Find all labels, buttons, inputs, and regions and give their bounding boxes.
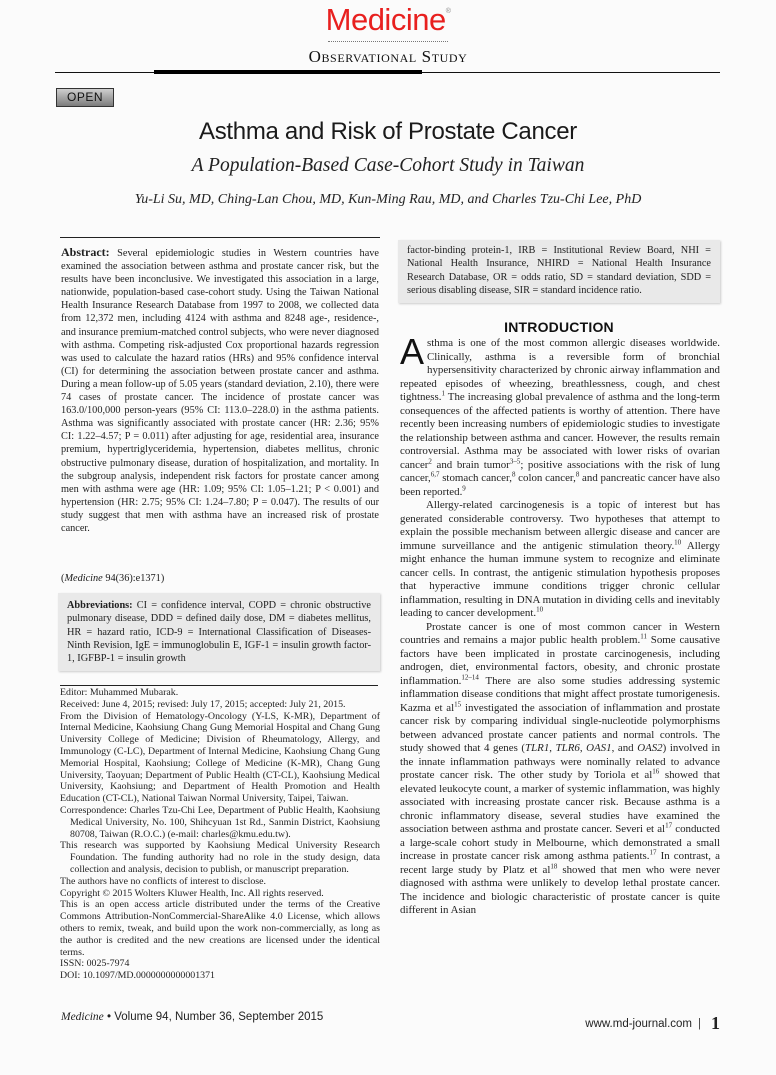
abbreviations-box-continued	[398, 240, 720, 303]
journal-logo	[0, 2, 776, 38]
doi: DOI: 10.1097/MD.0000000000001371	[60, 970, 215, 982]
issn: ISSN: 0025-7974	[60, 958, 130, 970]
editor-note: Editor: Muhammed Mubarak.	[60, 687, 179, 698]
reference-link[interactable]: 17	[665, 821, 673, 830]
abstract-top-rule	[60, 237, 380, 238]
gene-name: TLR1	[525, 742, 550, 754]
introduction-body	[400, 331, 721, 918]
header-rule-thick	[154, 70, 422, 74]
correspondence: Correspondence: Charles Tzu-Chi Lee, Department of Public Health, Kaohsiung Medical University, No. 100, Shihcyuan 1st Rd., Sanmin District, Kaohsiung 80708, Taiwan (R.O.C.) (e-mail: charles@kmu.edu.tw).	[60, 804, 380, 840]
logo-dotted-rule	[328, 41, 448, 42]
gene-name: OAS1	[586, 742, 612, 754]
funding-statement: This research was supported by Kaohsiung Medical University Research Foundation. The funding authority had no role in the study design, data collection and analysis, decision to publish, or manuscript preparation.	[60, 840, 380, 875]
abstract	[61, 246, 379, 535]
page-number: 1	[711, 1013, 720, 1033]
section-label: Observational Study	[308, 47, 468, 66]
reference-link[interactable]: 8	[575, 470, 580, 479]
article-title: Asthma and Risk of Prostate Cancer	[199, 118, 577, 145]
footer-issue: Volume 94, Number 36, September 2015	[114, 1011, 324, 1023]
reference-link[interactable]: 18	[550, 861, 558, 870]
footer-issue-info	[61, 1011, 323, 1023]
footer-separator: |	[698, 1018, 701, 1030]
reference-link[interactable]: 17	[649, 848, 657, 857]
copyright: Copyright © 2015 Wolters Kluwer Health, Inc. All rights reserved.	[60, 887, 324, 899]
footer-site-info	[560, 1011, 720, 1032]
gene-name: TLR6	[555, 742, 580, 754]
reference-link[interactable]: 1	[441, 389, 445, 398]
reference-link[interactable]: 6,7	[430, 470, 440, 479]
article-authors: Yu-Li Su, MD, Ching-Lan Chou, MD, Kun-Ming Rau, MD, and Charles Tzu-Chi Lee, PhD	[134, 192, 642, 207]
license-statement: This is an open access article distributed under the terms of the Creative Commons Attribution-NonCommercial-ShareAlike 4.0 License, which allows others to remix, tweak, and build upon the work non-commercially, as long as the author is credited and the new creations are licensed under the identical terms.	[60, 899, 380, 958]
reference-link[interactable]: 16	[652, 767, 660, 776]
intro-paragraph-1: Asthma is one of the most common allergic diseases worldwide. Clinically, asthma is a reversible form of bronchial hypersensitivity characterized by chronic airway inflammation and repeated episodes of wheezing, breathlessness, cough, and chest tightness.$^1$ The increasing global prevalence of asthma and the long-term consequences of the affected patients is worthy of attention. There have recently been increasing numbers of epidemiologic studies to investigate the relationship between asthma and cancer. However, the results remain controversial. Asthma may be associated with lower risks of ovarian cancer$^2$ and brain tumor$^{3-5}$; positive associations with the risk of lung cancer,$^{6,7}$ stomach cancer,$^8$ colon cancer,$^8$ and pancreatic cancer have also been reported.$^9$	[400, 331, 720, 498]
drop-cap: A	[400, 331, 425, 372]
open-access-badge: OPEN	[56, 88, 114, 107]
journal-name: Medicine	[325, 2, 446, 37]
abbreviations-text-part1: CI = confidence interval, COPD = chronic obstructive pulmonary disease, DDD = defined daily dose, DM = diabetes mellitus, HR = hazard ratio, ICD-9 = International Classification of Diseases-Ninth Revision, IgE = immunoglobulin E, IGF-1 = insulin growth factor-1, IGFBP-1 = insulin growth	[67, 600, 371, 665]
citation: (Medicine 94(36):e1371)	[61, 573, 165, 584]
reference-link[interactable]: 10	[674, 537, 682, 546]
affiliations: From the Division of Hematology-Oncology (Y-LS, K-MR), Department of Internal Medicine, Kaohsiung Chang Gung Memorial Hospital and Chang Gung University College of Medicine; Division of Rheumatology, Allergy, and Immunology (C-LC), Department of Internal Medicine, Kaohsiung Chang Gung Memorial Hospital, Kaohsiung; College of Medicine (K-MR), Chang Gung University, Taoyuan; Department of Public Health (CT-CL), Kaohsiung Medical University, Kaohsiung; and Department of Health Promotion and Health Education (CT-CL), National Taiwan Normal University, Taipei, Taiwan.	[60, 710, 380, 805]
abbreviations-label: Abbreviations:	[67, 600, 133, 611]
article-notes	[60, 687, 380, 982]
registered-mark: ®	[445, 8, 451, 15]
reference-link[interactable]: 8	[511, 470, 516, 479]
footer-bullet: •	[107, 1011, 112, 1023]
reference-link[interactable]: 11	[640, 632, 647, 641]
reference-link[interactable]: 3–5	[509, 456, 521, 465]
introduction-heading: INTRODUCTION	[504, 319, 614, 335]
reference-link[interactable]: 9	[462, 483, 466, 492]
footer-website-link[interactable]: www.md-journal.com	[585, 1018, 692, 1030]
conflicts-statement: The authors have no conflicts of interest to disclose.	[60, 875, 266, 887]
reference-link[interactable]: 10	[536, 605, 544, 614]
gene-name: OAS2	[637, 742, 663, 754]
intro-paragraph-2: Allergy-related carcinogenesis is a topic of interest but has generated considerable controversy. Two hypotheses that attempt to explain the possible mechanism between allergic disease and cancer are immune surveillance and the antigenic stimulation theory.$^{10}$ Allergy might enhance the human immune system to recognize and eliminate cancer cells. In contrast, the antigenic stimulation hypothesis proposes that hyperactive immune conditions trigger chronic cellular inflammation, resulting in DNA mutation in dividing cells and inevitably leading to cancer development.$^{10}$	[400, 499, 720, 619]
footer-journal: Medicine	[61, 1011, 104, 1023]
reference-link[interactable]: 2	[428, 456, 432, 465]
citation-ref: 94(36):e1371	[105, 573, 161, 584]
article-subtitle: A Population-Based Case-Cohort Study in Taiwan	[191, 155, 585, 176]
received-dates: Received: June 4, 2015; revised: July 17, 2015; accepted: July 21, 2015.	[60, 698, 346, 710]
reference-link[interactable]: 12–14	[461, 672, 479, 681]
abbreviations-box	[58, 593, 380, 671]
abstract-text: Several epidemiologic studies in Western countries have examined the association between asthma and prostate cancer risk, but the results have been inconclusive. We investigated this association in a large, nationwide, population-based case-cohort study. Using the Taiwan National Health Insurance Research Database from 1997 to 2008, we collected data from 12,372 men, including 4124 with asthma and 8248 age-, residence-, and insurance premium-matched control subjects, who were never diagnosed with asthma. Competing risk-adjusted Cox proportional hazards regression was used to calculate the hazard ratios (HRs) and 95% confidence interval (CI) for determining the association between prostate cancer and asthma. During a mean follow-up of 5.05 years (standard deviation, 2.10), there were 74 cases of prostate cancer. The incidence of prostate cancer was 163.0/100,000 person-years (95% CI: 113.0–228.0) in the asthma patients. Asthma was significantly associated with prostate cancer (HR: 2.36; 95% CI: 1.22–4.57; P = 0.011) after adjusting for age, residential area, insurance premium, hypertriglyceridemia, hypertension, diabetes mellitus, chronic obstructive pulmonary disease, duration of hospitalization, and mortality. In the subgroup analysis, independent risk factors for prostate cancer among men with asthma were age (HR: 1.09; 95% CI: 1.05–1.21; P < 0.001) and hypertension (HR: 2.75; 95% CI: 1.24–7.80; P = 0.047). The results of our study suggest that men with asthma have an increased risk of prostate cancer.	[61, 248, 379, 534]
reference-link[interactable]: 15	[454, 699, 462, 708]
intro-paragraph-3: Prostate cancer is one of most common cancer in Western countries and remains a major public health problem.$^{11}$ Some causative factors have been implicated in prostate carcinogenesis, including androgen, diet, environmental factors, obesity, and chronic prostate inflammation.$^{12-14}$ There are also some studies addressing systemic inflammation disease conditions that might affect prostate tumorigenesis. Kazma et al$^{15}$ investigated the association of inflammation and prostate cancer risk by comparing individual single-nucleotide polymorphisms between advanced prostate cancer patients and normal controls. The study showed that 4 genes (TLR1, TLR6, OAS1, and OAS2) involved in the innate inflammation pathways were nominally related to advance prostate cancer risk. The other study by Toriola et al$^{16}$ showed that elevated leukocyte count, a marker of systemic inflammation, was highly associated with increasing prostate cancer risk. Because asthma is a chronic inflammatory disease, several studies have examined the association between asthma and prostate cancer. Severi et al$^{17}$ conducted a large-scale cohort study in Melbourne, which demonstrated a small increase in prostate cancer risk among asthma patients.$^{17}$ In contrast, a recent large study by Platz et al$^{18}$ showed that men who were never diagnosed with asthma were unlikely to develop lethal prostate cancer. The incidence and biologic characteristic of prostate cancer is quite different in Asian	[400, 620, 721, 916]
notes-rule	[60, 685, 378, 686]
abstract-label: Abstract:	[61, 245, 110, 259]
abbreviations-text-part2: factor-binding protein-1, IRB = Institutional Review Board, NHI = National Health Insurance, NHIRD = National Health Insurance Research Database, OR = odds ratio, SD = standard deviation, SDD = serious disabling disease, SIR = standard incidence ratio.	[407, 245, 711, 296]
citation-journal: Medicine	[64, 573, 103, 584]
